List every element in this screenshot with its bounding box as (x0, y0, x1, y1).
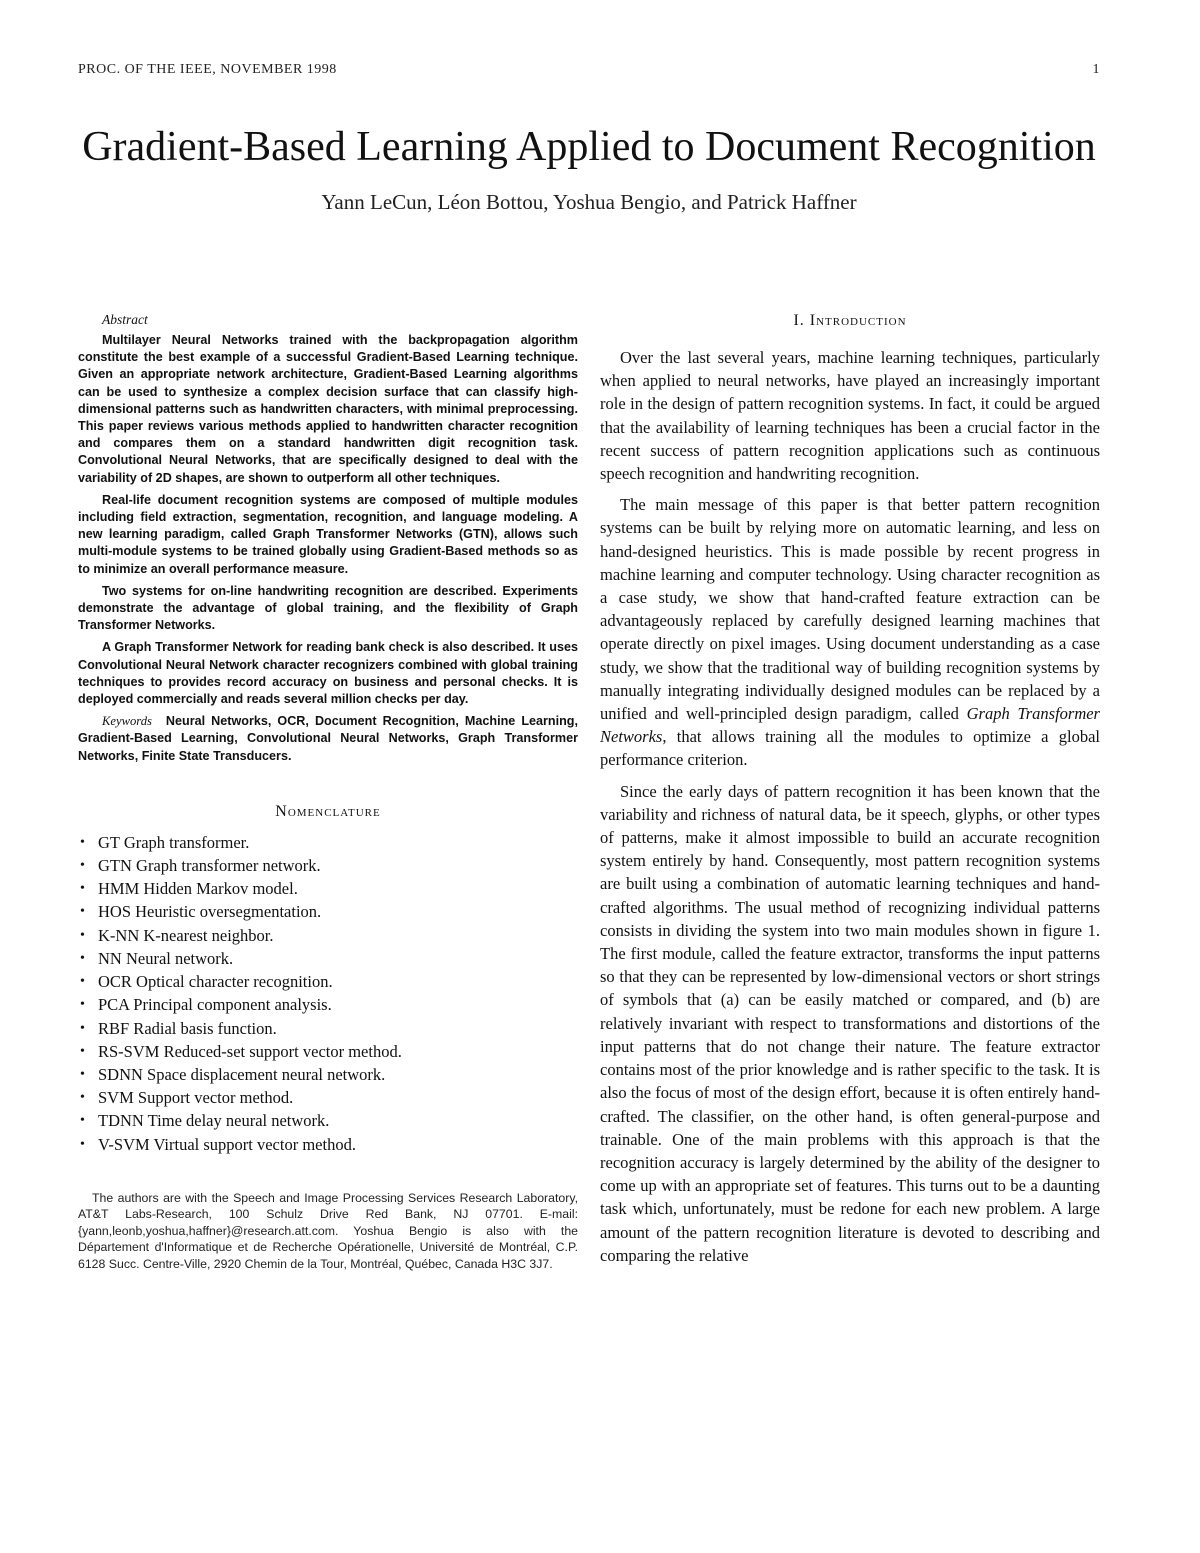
introduction-body (600, 346, 1100, 1267)
abstract (78, 312, 578, 765)
author-list: Yann LeCun, Léon Bottou, Yoshua Bengio, and Patrick Haffner (321, 190, 857, 214)
nomenclature-heading: Nomenclature (275, 802, 381, 820)
keywords-label: Keywords (102, 714, 152, 729)
abstract-paragraph: Real-life document recognition systems are composed of multiple modules including field extraction, segmentation, recognition, and language modeling. A new learning paradigm, called Graph Transformer Networks (GTN), allows such multi-module systems to be trained globally using Gradient-Based methods so as to minimize an overall performance measure. (78, 492, 578, 576)
list-item: • V-SVM Virtual support vector method. (78, 1133, 578, 1156)
list-item: • GT Graph transformer. (78, 831, 578, 854)
list-item: • PCA Principal component analysis. (78, 993, 578, 1016)
abstract-paragraph: Multilayer Neural Networks trained with the backpropagation algorithm constitute the best example of a successful Gradient-Based Learning technique. Given an appropriate network architecture, Gradient-Based Learning algorithms can be used to synthesize a complex decision surface that can classify high-dimensional patterns such as handwritten characters, with minimal preprocessing. This paper reviews various methods applied to handwritten character recognition and compares them on a standard handwritten digit recognition task. Convolutional Neural Networks, that are specifically designed to deal with the variability of 2D shapes, are shown to outperform all other techniques. (78, 333, 578, 485)
introduction-heading: I. Introduction (793, 312, 907, 329)
body-paragraph (600, 493, 1100, 771)
running-header (78, 62, 1100, 78)
list-item: • HOS Heuristic oversegmentation. (78, 900, 578, 923)
list-item: • GTN Graph transformer network. (78, 854, 578, 877)
nomenclature-list (78, 831, 578, 1156)
author-affiliation-footnote: The authors are with the Speech and Image Processing Services Research Laboratory, AT&T Labs-Research, 100 Schulz Drive Red Bank, NJ 07701. E-mail: {yann,leonb,yoshua,haffner}@research.att.com. Yoshua Bengio is also with the Département d'Informatique et de Recherche Opérationelle, Université de Montréal, C.P. 6128 Succ. Centre-Ville, 2920 Chemin de la Tour, Montréal, Québec, Canada H3C 3J7. (78, 1190, 578, 1271)
paper-title: Gradient-Based Learning Applied to Document Recognition (82, 124, 1096, 170)
body-paragraph: Over the last several years, machine learning techniques, particularly when applied to neural networks, have played an increasingly important role in the design of pattern recognition systems. In fact, it could be argued that the availability of learning techniques has been a crucial factor in the recent success of pattern recognition applications such as continuous speech recognition and handwriting recognition. (600, 348, 1100, 484)
body-paragraph: Since the early days of pattern recognition it has been known that the variability and richness of natural data, be it speech, glyphs, or other types of patterns, make it almost impossible to build an accurate recognition system entirely by hand. Consequently, most pattern recognition systems are built using a combination of automatic learning techniques and hand-crafted algorithms. The usual method of recognizing individual patterns consists in dividing the system into two main modules shown in figure 1. The first module, called the feature extractor, transforms the input patterns so that they can be represented by low-dimensional vectors or short strings of symbols that (a) can be easily matched or compared, and (b) are relatively invariant with respect to transformations and distortions of the input patterns that do not change their nature. The feature extractor contains most of the prior knowledge and is rather specific to the task. It is also the focus of most of the design effort, because it is often entirely hand-crafted. The classifier, on the other hand, is often general-purpose and trainable. One of the main problems with this approach is that the recognition accuracy is largely determined by the ability of the designer to come up with an appropriate set of features. This turns out to be a daunting task which, unfortunately, must be redone for each new problem. A large amount of the pattern recognition literature is devoted to describing and comparing the relative (600, 781, 1100, 1265)
list-item: • OCR Optical character recognition. (78, 970, 578, 993)
list-item: • RS-SVM Reduced-set support vector method. (78, 1040, 578, 1063)
list-item: • TDNN Time delay neural network. (78, 1109, 578, 1132)
list-item: • NN Neural network. (78, 947, 578, 970)
paragraph-text: , that allows training all the modules to optimize a global performance criterion. (600, 727, 1100, 770)
paragraph-text: The main message of this paper is that better pattern recognition systems can be built by relying more on automatic learning, and less on hand-designed heuristics. This is made possible by recent progress in machine learning and computer technology. Using character recognition as a case study, we show that hand-crafted feature extraction can be advantageously replaced by carefully designed learning machines that operate directly on pixel images. Using document understanding as a case study, we show that the traditional way of building recognition systems by manually integrating individually designed modules can be replaced by a unified and well-principled design paradigm, called (600, 495, 1100, 724)
abstract-label: Abstract (102, 312, 148, 327)
title-block (78, 118, 1100, 215)
list-item: • HMM Hidden Markov model. (78, 877, 578, 900)
right-column (600, 312, 1100, 1275)
emphasized-term: Graph Transformer Networks (600, 704, 1100, 747)
abstract-paragraph: Two systems for on-line handwriting recognition are described. Experiments demonstrate the advantage of global training, and the flexibility of Graph Transformer Networks. (78, 583, 578, 633)
left-column (78, 312, 578, 1272)
list-item: • K-NN K-nearest neighbor. (78, 924, 578, 947)
abstract-paragraph: A Graph Transformer Network for reading bank check is also described. It uses Convolutional Neural Network character recognizers combined with global training techniques to provides record accuracy on business and personal checks. It is deployed commercially and reads several million checks per day. (78, 640, 578, 707)
list-item: • SVM Support vector method. (78, 1086, 578, 1109)
list-item: • SDNN Space displacement neural network. (78, 1063, 578, 1086)
running-title: PROC. OF THE IEEE, NOVEMBER 1998 (78, 62, 337, 77)
keywords-text: Neural Networks, OCR, Document Recognition, Machine Learning, Gradient-Based Learning, Convolutional Neural Networks, Graph Transformer Networks, Finite State Transducers. (78, 714, 578, 763)
keywords (78, 713, 578, 765)
page-number: 1 (1092, 62, 1100, 77)
list-item: • RBF Radial basis function. (78, 1017, 578, 1040)
